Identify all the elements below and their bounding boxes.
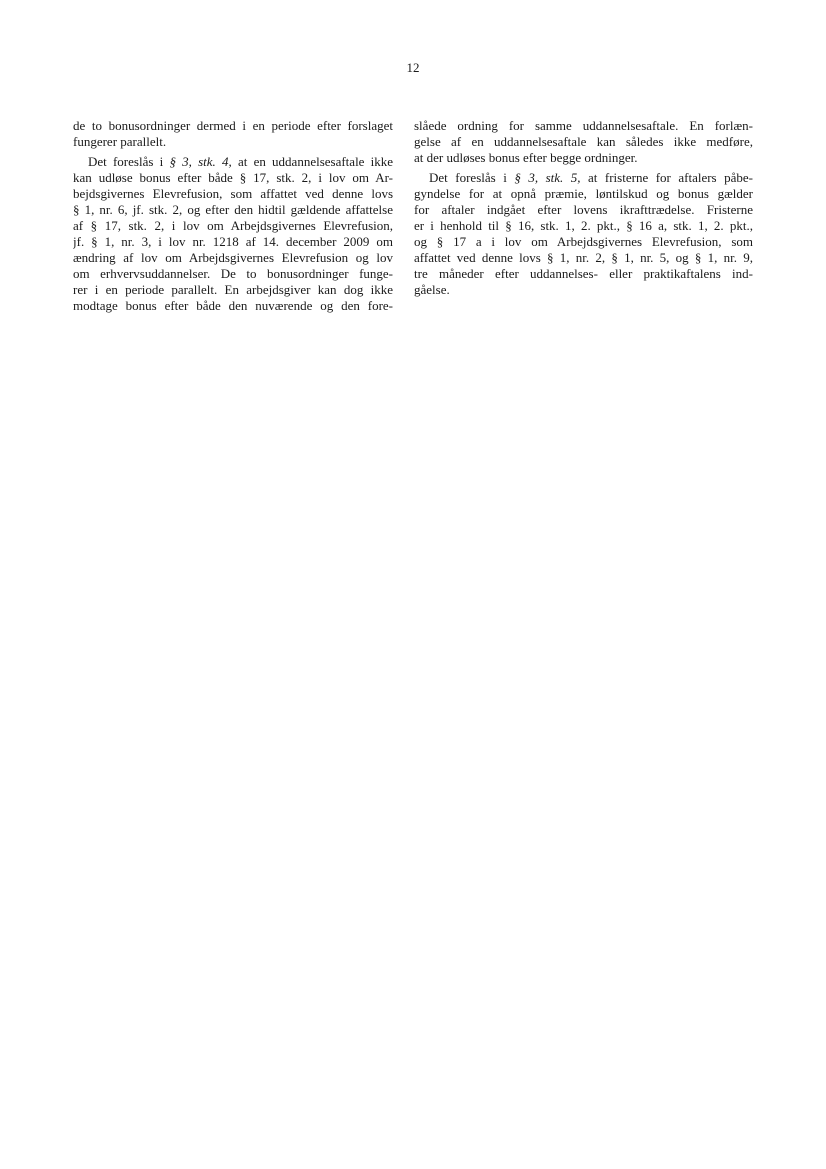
- text-line: tre måneder efter uddannelses- eller praktikaftalens ind-: [414, 266, 753, 281]
- section-reference: § 3, stk. 4,: [169, 154, 232, 169]
- text-line: rer i en periode parallelt. En arbejdsgiver kan dog ikke: [73, 282, 393, 297]
- text-line: om erhvervsuddannelser. De to bonusordninger funge-: [73, 266, 393, 281]
- text-line: gåelse.: [414, 282, 450, 297]
- text-line: og § 17 a i lov om Arbejdsgivernes Elevrefusion, som: [414, 234, 753, 249]
- text-line: fungerer parallelt.: [73, 134, 167, 149]
- text-line: jf. § 1, nr. 3, i lov nr. 1218 af 14. december 2009 om: [73, 234, 393, 249]
- left-column: [73, 118, 393, 314]
- text-line: § 1, nr. 6, jf. stk. 2, og efter den hidtil gældende affattelse: [73, 202, 393, 217]
- text-line: slåede ordning for samme uddannelsesaftale. En forlæn-: [414, 118, 753, 133]
- text-line: kan udløse bonus efter både § 17, stk. 2, i lov om Ar-: [73, 170, 393, 185]
- text-fragment: Det foreslås i: [429, 170, 507, 185]
- text-fragment: at en uddannelsesaftale ikke: [237, 154, 393, 169]
- text-line: modtage bonus efter både den nuværende og den fore-: [73, 298, 393, 313]
- paragraph-first-line: [414, 170, 753, 186]
- text-line: at der udløses bonus efter begge ordninger.: [414, 150, 638, 165]
- text-line: er i henhold til § 16, stk. 1, 2. pkt., § 16 a, stk. 1, 2. pkt.,: [414, 218, 753, 233]
- text-fragment: Det foreslås i: [88, 154, 164, 169]
- text-line: bejdsgivernes Elevrefusion, som affattet ved denne lovs: [73, 186, 393, 201]
- text-fragment: at fristerne for aftalers påbe-: [588, 170, 753, 185]
- page-number: 12: [406, 60, 420, 75]
- text-line: af § 17, stk. 2, i lov om Arbejdsgivernes Elevrefusion,: [73, 218, 393, 233]
- text-line: de to bonusordninger dermed i en periode efter forslaget: [73, 118, 393, 133]
- paragraph-first-line: [73, 154, 393, 170]
- text-line: for aftaler indgået efter lovens ikrafttrædelse. Fristerne: [414, 202, 753, 217]
- text-line: ændring af lov om Arbejdsgivernes Elevrefusion og lov: [73, 250, 393, 265]
- right-column: [414, 118, 753, 298]
- section-reference: § 3, stk. 5,: [514, 170, 581, 185]
- text-line: affattet ved denne lovs § 1, nr. 2, § 1, nr. 5, og § 1, nr. 9,: [414, 250, 753, 265]
- text-line: gelse af en uddannelsesaftale kan således ikke medføre,: [414, 134, 753, 149]
- text-line: gyndelse for at opnå præmie, løntilskud og bonus gælder: [414, 186, 753, 201]
